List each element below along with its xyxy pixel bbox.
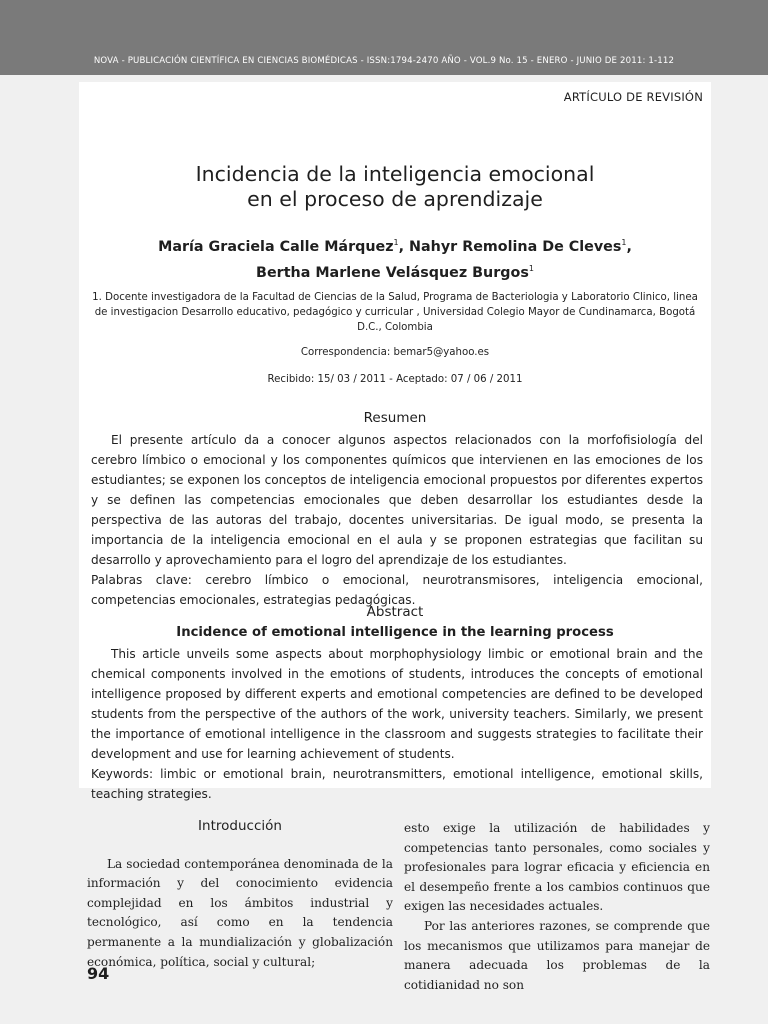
resumen-keywords: Palabras clave: cerebro límbico o emocional, neurotransmisores, inteligencia emocional, competencias emocionales, estrategias pedagógicas. <box>91 573 703 607</box>
author-separator: , <box>626 238 632 255</box>
author-name: Bertha Marlene Velásquez Burgos <box>256 264 529 281</box>
introduction-heading: Introducción <box>198 818 282 834</box>
author-line-2 <box>79 258 711 284</box>
resumen-section <box>91 430 703 610</box>
resumen-heading: Resumen <box>363 410 427 426</box>
received-accepted-dates: Recibido: 15/ 03 / 2011 - Aceptado: 07 / 06 / 2011 <box>267 374 523 385</box>
correspondence-line: Correspondencia: bemar5@yahoo.es <box>300 347 490 358</box>
author-line-1 <box>79 232 711 258</box>
author-affiliation: 1. Docente investigadora de la Facultad de Ciencias de la Salud, Programa de Bacteriologia y Laboratorio Clinico, linea de investigacion Desarrollo educativo, pedagógico y curricular , Universidad Colegio Mayor de Cundinamarca, Bogotá D.C., Colombia <box>92 292 698 333</box>
abstract-title: Incidence of emotional intelligence in the learning process <box>176 625 614 640</box>
affiliation-marker: 1 <box>528 263 534 273</box>
intro-paragraph-2: Por las anteriores razones, se comprende que los mecanismos que utilizamos para manejar de manera adecuada los problemas de la cotidianidad no son <box>404 918 710 992</box>
intro-paragraph-continued: esto exige la utilización de habilidades y competencias tanto personales, como sociales y profesionales para lograr eficacia y eficiencia en el desempeño frente a los cambios continuos que exigen las necesidades actuales. <box>404 821 710 914</box>
body-column-left <box>87 816 393 972</box>
intro-paragraph-1: La sociedad contemporánea denominada de la información y del conocimiento evidencia complejidad en los ámbitos industrial y tecnológico, así como en la tendencia permanente a la mundialización y globalización económica, política, social y cultural; <box>87 856 393 969</box>
journal-citation: NOVA - PUBLICACIÓN CIENTÍFICA EN CIENCIAS BIOMÉDICAS - ISSN:1794-2470 AÑO - VOL.9 No. 15 - ENERO - JUNIO DE 2011: 1-112 <box>93 56 675 66</box>
journal-header-band <box>0 0 768 75</box>
page-number: 94 <box>87 964 110 983</box>
title-line-1: Incidencia de la inteligencia emocional <box>195 162 595 186</box>
affiliation-marker: 1 <box>621 238 627 247</box>
abstract-body: This article unveils some aspects about morphophysiology limbic or emotional brain and the chemical components involved in the emotions of students, introduces the concepts of emotional intelligence proposed by different experts and emotional competencies are defined to be developed students from the perspective of the authors of the work, university teachers. Similarly, we present the importance of emotional intelligence in the classroom and suggests strategies to facilitate their development and use for learning achievement of students. <box>91 647 703 761</box>
article-type-label: ARTÍCULO DE REVISIÓN <box>563 90 703 104</box>
author-list <box>79 232 711 284</box>
body-column-right <box>404 819 710 995</box>
abstract-box <box>79 82 711 801</box>
title-line-2: en el proceso de aprendizaje <box>247 187 543 211</box>
affiliation-marker: 1 <box>393 238 399 247</box>
abstract-section <box>91 644 703 804</box>
author-name: , Nahyr Remolina De Cleves <box>398 238 622 255</box>
article-title <box>79 162 711 212</box>
resumen-body: El presente artículo da a conocer algunos aspectos relacionados con la morfofisiología del cerebro límbico o emocional y los componentes químicos que intervienen en las emociones de los estudiantes; se exponen los conceptos de inteligencia emocional propuestos por diferentes expertos y se definen las competencias emocionales que deben desarrollar los estudiantes desde la perspectiva de las autoras del trabajo, docentes universitarias. De igual modo, se presenta la importancia de la inteligencia emocional en el aula y se proponen estrategias que facilitan su desarrollo y aprovechamiento para el logro del aprendizaje de los estudiantes. <box>91 433 703 567</box>
author-name: María Graciela Calle Márquez <box>158 238 394 255</box>
abstract-heading: Abstract <box>366 604 424 620</box>
abstract-keywords: Keywords: limbic or emotional brain, neurotransmitters, emotional intelligence, emotional skills, teaching strategies. <box>91 767 703 801</box>
